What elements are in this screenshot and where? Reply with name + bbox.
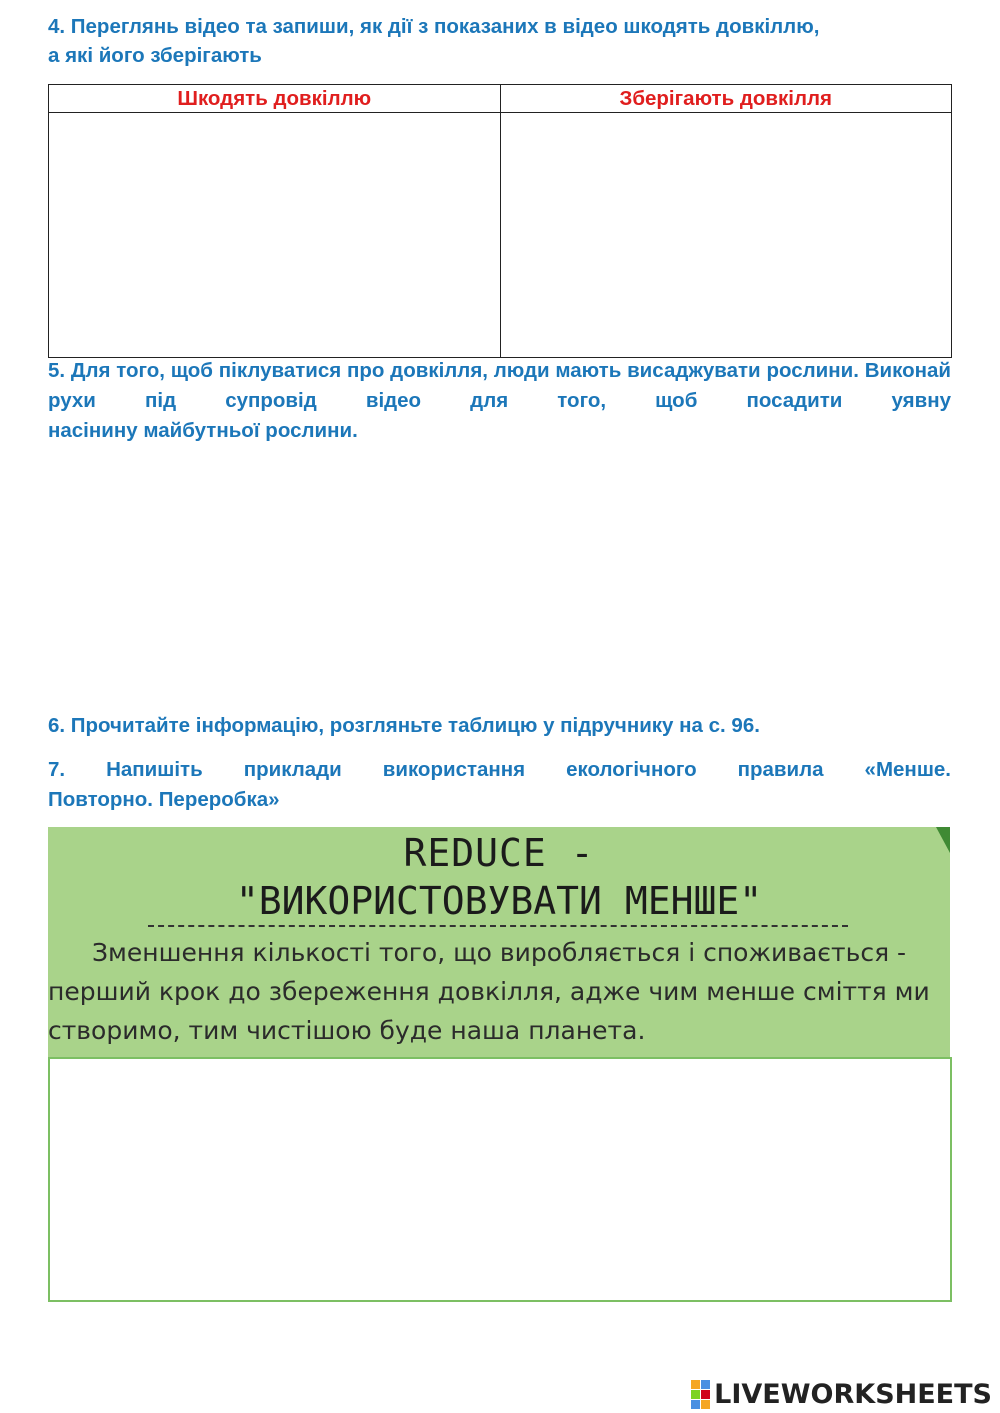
reduce-description [48, 933, 950, 1050]
task-6-instruction: 6. Прочитайте інформацію, розгляньте таблицю у підручнику на с. 96. [48, 714, 760, 737]
task-7-instruction [48, 755, 951, 815]
reduce-description-line-2: перший крок до збереження довкілля, адже чим менше сміття ми [48, 977, 930, 1006]
sorting-table [48, 84, 952, 358]
subtitle-underline [148, 925, 848, 927]
task-4-instruction [48, 12, 951, 70]
table-header-preserve: Зберігають довкілля [500, 85, 952, 113]
task-4-line-2: а які його зберігають [48, 44, 262, 67]
reduce-description-line-3: створимо, тим чистішою буде наша планета. [48, 1016, 646, 1045]
reduce-info-card [48, 827, 950, 1057]
preserve-answer-cell[interactable] [500, 113, 952, 358]
reduce-answer-box[interactable] [48, 1057, 952, 1302]
logo-mark-icon [691, 1380, 710, 1409]
task-7-line-1: 7. Напишіть приклади використання екологічного правила «Менше. [48, 758, 951, 781]
table-header-harm: Шкодять довкіллю [49, 85, 501, 113]
task-5-line-1: 5. Для того, щоб піклуватися про довкілля, люди мають висаджувати [48, 359, 761, 382]
reduce-description-line-1: Зменшення кількості того, що виробляється і споживається - [92, 938, 907, 967]
reduce-title: REDUCE - [403, 831, 595, 875]
reduce-subtitle: "ВИКОРИСТОВУВАТИ МЕНШЕ" [235, 879, 763, 923]
task-5-line-2: рослини. Виконай рухи під супровід відео для того, щоб посадити уявну [48, 359, 952, 412]
liveworksheets-logo [691, 1376, 992, 1412]
task-7-line-2: Повторно. Переробка» [48, 788, 280, 811]
harm-answer-cell[interactable] [49, 113, 501, 358]
logo-text: LIVEWORKSHEETS [714, 1378, 992, 1410]
task-4-line-1: 4. Переглянь відео та запиши, як дії з показаних в відео шкодять довкіллю, [48, 15, 820, 38]
task-5-instruction [48, 356, 951, 446]
task-5-line-3: насінину майбутньої рослини. [48, 419, 358, 442]
